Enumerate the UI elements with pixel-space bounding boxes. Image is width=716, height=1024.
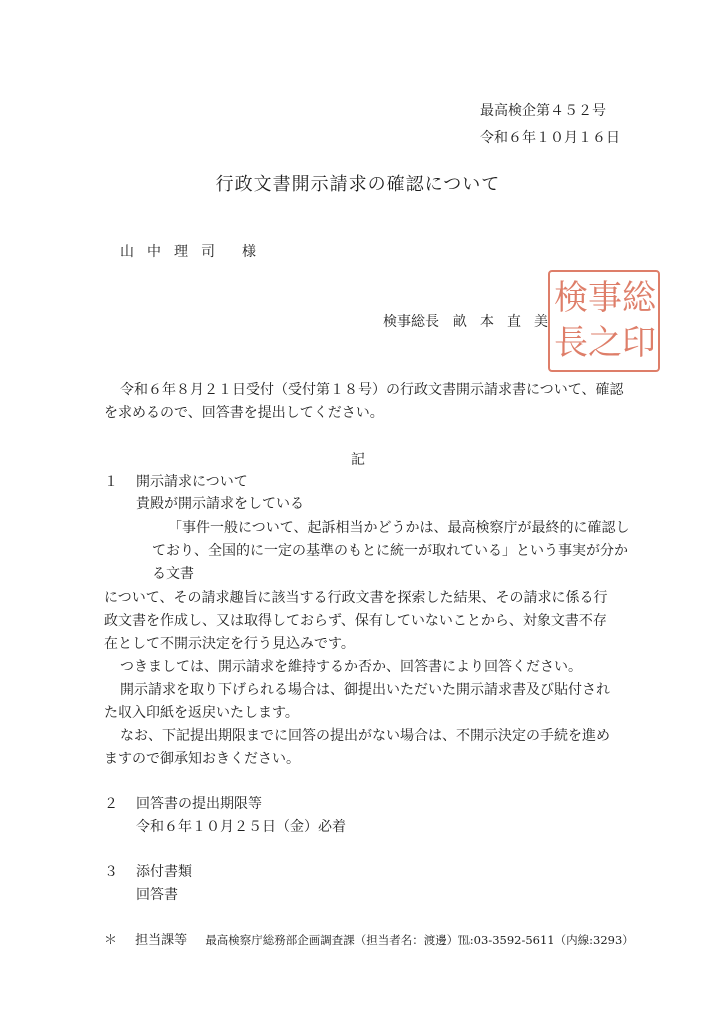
section1-body-line: について、その請求趣旨に該当する行政文書を探索した結果、その請求に係る行 (104, 590, 608, 606)
section1-body-line: ますので御承知おきください。 (104, 751, 300, 767)
footer-text: 最高検察庁総務部企画調査課（担当者名：渡邊）℡:03-3592-5611（内線:3293） (205, 933, 634, 947)
section3-value: 回答書 (136, 887, 178, 903)
section1-number: １ (104, 474, 118, 490)
section1-body-line: なお、下記提出期限までに回答の提出がない場合は、不開示決定の手続を進め (120, 728, 610, 744)
section2-heading: 回答書の提出期限等 (136, 796, 262, 812)
document-date: 令和６年１０月１６日 (480, 130, 620, 146)
seal-char: 之 (588, 323, 622, 363)
intro-line: を求めるので、回答書を提出してください。 (104, 405, 384, 421)
seal-char: 事 (588, 278, 622, 318)
recipient-name: 山中理司 (120, 244, 228, 260)
section2-number: ２ (104, 796, 118, 812)
section1-body-line: つきましては、開示請求を維持するか否か、回答書により回答ください。 (120, 659, 582, 675)
section1-body-line: た収入印紙を返戻いたします。 (104, 705, 299, 721)
section1-body-line: 在として不開示決定を行う見込みです。 (104, 636, 355, 652)
section1-quote-line: 「事件一般について、起訴相当かどうかは、最高検察庁が最終的に確認し (168, 520, 630, 536)
footer-contact (104, 932, 634, 949)
recipient-honorific: 様 (242, 244, 256, 260)
seal-char: 印 (622, 323, 656, 363)
footer-mark: ＊ (104, 933, 118, 948)
section1-body-line: 開示請求を取り下げられる場合は、御提出いただいた開示請求書及び貼付され (120, 682, 610, 698)
section3-heading: 添付書類 (136, 864, 192, 880)
document-number: 最高検企第４５２号 (480, 103, 606, 119)
section1-body-line: 政文書を作成し、又は取得しておらず、保有していないことから、対象文書不存 (104, 613, 607, 629)
seal-char: 総 (622, 278, 656, 318)
section1-lead: 貴殿が開示請求をしている (136, 496, 304, 512)
ki-heading: 記 (351, 452, 365, 468)
footer-label: 担当課等 (135, 933, 188, 948)
recipient (120, 244, 256, 261)
sender-name: 畝本直美 (453, 314, 561, 330)
sender-position: 検事総長 (383, 314, 439, 330)
seal-char: 検 (554, 278, 588, 318)
seal-char: 長 (554, 323, 588, 363)
intro-line: 令和６年８月２１日受付（受付第１８号）の行政文書開示請求書について、確認 (120, 382, 624, 398)
section1-quote-line: ており、全国的に一定の基準のもとに統一が取れている」という事実が分か (152, 543, 628, 559)
document-title: 行政文書開示請求の確認について (215, 174, 501, 195)
official-seal (548, 270, 660, 372)
section1-heading: 開示請求について (136, 474, 248, 490)
sender (383, 314, 561, 331)
section3-number: ３ (104, 864, 118, 880)
section1-quote-line: る文書 (152, 566, 194, 582)
section2-value: 令和６年１０月２５日（金）必着 (136, 819, 346, 835)
